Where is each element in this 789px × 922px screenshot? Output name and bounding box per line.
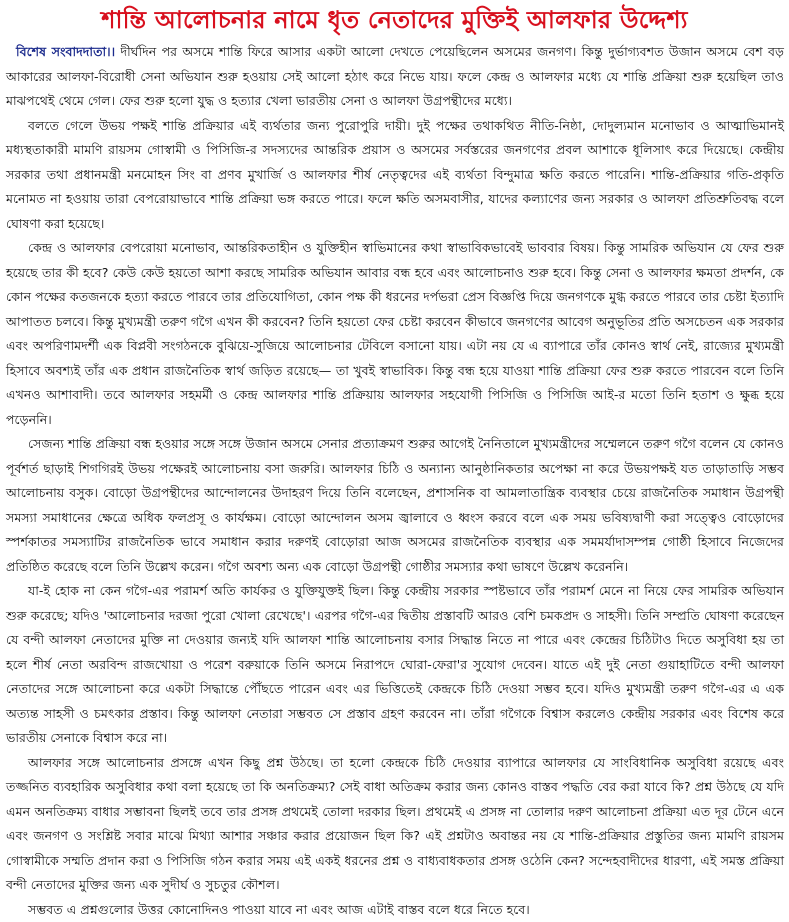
- paragraph-3: কেন্দ্র ও আলফার বেপরোয়া মনোভাব, আন্তরিকতাহীন ও যুক্তিহীন স্বাভিমানের কথা স্বাভাবিকভাবেই ভাববার বিষয়। কিন্তু সামরিক অভিযান যে ফের শুরু হয়েছে তার কী হবে? কেউ কেউ হয়তো আশা করছে সামরিক অভিযান আবার বন্ধ হবে এবং আলোচনাও শুরু হবে। কিন্তু সেনা ও আলফার ক্ষমতা প্রদর্শন, কে কোন পক্ষের কতজনকে হত্যা করতে পারবে তার প্রতিযোগিতা, কোন পক্ষ কী ধরনের দর্পভরা প্রেস বিজ্ঞপ্তি দিয়ে জনগণকে মুগ্ধ করতে পারবে তার চেষ্টা ইত্যাদি আপাতত চলবে। কিন্তু মুখ্যমন্ত্রী তরুণ গগৈ এখন কী করবেন? তিনি হয়তো ফের চেষ্টা করবেন কীভাবে জনগণের আবেগ অনুভূতির প্রতি অসচেতন এক সরকার এবং অপরিণামদর্শী এক বিপ্লবী সংগঠনকে বুঝিয়ে-সুজিয়ে আলোচনার টেবিলে বসানো যায়। এটা নয় যে এ ব্যাপারে তাঁর কোনও স্বার্থ নেই, রাজ্যের মুখ্যমন্ত্রী হিসাবে অবশ্যই তাঁর এক প্রধান রাজনৈতিক স্বার্থ জড়িত রয়েছে— তা খুবই স্বাভাবিক। কিন্তু বন্ধ হয়ে যাওয়া শান্তি প্রক্রিয়া ফের শুরু করতে পারবেন বলে তিনি এখনও আশাবাদী। তবে আলফার সহমর্মী ও কেন্দ্র আলফার শান্তি প্রক্রিয়ায় আলফার সহযোগী পিসিজি ও পিসিজি আই-র মতো তিনি হতাশ ও ক্ষুব্ধ হয়ে পড়েননি।: [6, 236, 784, 432]
- paragraph-6: আলফার সঙ্গে আলোচনার প্রসঙ্গে এখন কিছু প্রশ্ন উঠছে। তা হলো কেন্দ্রকে চিঠি দেওয়ার ব্যাপারে আলফার যে সাংবিধানিক অসুবিধা রয়েছে এবং তজ্জনিত ব্যবহারিক অসুবিধার কথা বলা হয়েছে তা কি অনতিক্রম্য? সেই বাধা অতিক্রম করার জন্য কোনও বাস্তব পদ্ধতি বের করা যাবে কি? প্রশ্ন উঠছে যে যদি এমন অনতিক্রম্য বাধার সম্ভাবনা ছিলই তবে তার প্রসঙ্গ প্রথমেই তোলা দরকার ছিল। প্রথমেই এ প্রসঙ্গ না তোলার দরুণ আলোচনা প্রক্রিয়া এত দূর টেনে এনে এবং জনগণ ও সংশ্লিষ্ট সবার মাঝে মিথ্যা আশার সঞ্চার করার প্রয়োজন ছিল কি? এই প্রশ্নটাও অবান্তর নয় যে শান্তি-প্রক্রিয়ার প্রস্তুতির জন্য মামণি রায়সম গোস্বামীকে সম্মতি প্রদান করা ও পিসিজি গঠন করার সময় এই একই ধরনের প্রশ্ন ও বাধ্যবাধকতার প্রসঙ্গ ওঠেনি কেন? সন্দেহবাদীদের ধারণা, এই সমস্ত প্রক্রিয়া বন্দী নেতাদের মুক্তির জন্য এক সুদীর্ঘ ও সুচতুর কৌশল।: [6, 751, 784, 898]
- paragraph-4: সেজন্য শান্তি প্রক্রিয়া বন্ধ হওয়ার সঙ্গে সঙ্গে উজান অসমে সেনার প্রত্যাক্রমণ শুরুর আগেই নৈনিতালে মুখ্যমন্ত্রীদের সম্মেলনে তরুণ গগৈ বলেন যে কোনও পূর্বশর্ত ছাড়াই শিগগিরই উভয় পক্ষেরই আলোচনায় বসা জরুরি। আলফার চিঠি ও অন্যান্য আনুষ্ঠানিকতার অপেক্ষা না করে উভয়পক্ষই যত তাড়াতাড়ি সম্ভব আলোচনায় বসুক। বোড়ো উগ্রপন্থীদের আন্দোলনের উদাহরণ দিয়ে তিনি বলেছেন, প্রশাসনিক বা আমলাতান্ত্রিক ব্যবস্থার চেয়ে রাজনৈতিক সমাধান উগ্রপন্থী সমস্যা সমাধানের ক্ষেত্রে অধিক ফলপ্রসূ ও কার্যক্ষম। বোড়ো আন্দোলন অসম জ্বালাবে ও ধ্বংস করবে বলে এক সময় ভবিষ্যদ্বাণী করা সত্ত্বেও বোড়োদের স্পর্শকাতর সমস্যাটির রাজনৈতিক ভাবে সমাধান করার দরুণই বোড়োরা আজ অসমের রাজনৈতিক ব্যবস্থার এক সমমর্যাদাসম্পন্ন গোষ্ঠী হিসাবে নিজেদের প্রতিষ্ঠিত করেছে বলে তিনি উল্লেখ করেন। গগৈ অবশ্য অন্য এক বোড়ো উগ্রপন্থী গোষ্ঠীর সমস্যার কথা ভাষণে উল্লেখ করেননি।: [6, 432, 784, 579]
- article-body: [6, 40, 784, 876]
- paragraph-1-text: দীর্ঘদিন পর অসমে শান্তি ফিরে আসার একটা আলো দেখতে পেয়েছিলেন অসমের জনগণ। কিন্তু দুর্ভাগ্যবশত উজান অসমে বেশ বড় আকারের আলফা-বিরোধী সেনা অভিযান শুরু হওয়ায় সেই আলো হঠাৎ করে নিভে যায়। ফলে কেন্দ্র ও আলফার মধ্যে যে শান্তি প্রক্রিয়া শুরু হয়েছিল তাও মাঝপথেই থেমে গেল। ফের শুরু হলো যুদ্ধ ও হত্যার খেলা ভারতীয় সেনা ও আলফা উগ্রপন্থীদের মধ্যে।: [6, 44, 784, 108]
- headline: শান্তি আলোচনার নামে ধৃত নেতাদের মুক্তিই আলফার উদ্দেশ্য: [0, 2, 789, 38]
- byline: বিশেষ সংবাদদাতা।।: [16, 44, 115, 59]
- paragraph-1: [6, 40, 784, 114]
- paragraph-2: বলতে গেলে উভয় পক্ষই শান্তি প্রক্রিয়ার এই ব্যর্থতার জন্য পুরোপুরি দায়ী। দুই পক্ষের তথাকথিত নীতি-নিষ্ঠা, দোদুল্যমান মনোভাব ও আত্মাভিমানই মধ্যস্থতাকারী মামণি রায়সম গোস্বামী ও পিসিজি-র সদস্যদের আন্তরিক প্রয়াস ও অসমের সর্বস্তরের জনগণের প্রবল আশাকে ধূলিসাৎ করে দিয়েছে। কেন্দ্রীয় সরকার তথা প্রধানমন্ত্রী মনমোহন সিং বা প্রণব মুখার্জি ও আলফার শীর্ষ নেতৃত্বদের এই ব্যর্থতা বিন্দুমাত্র ক্ষতি করতে পারেনি। শান্তি-প্রক্রিয়ার গতি-প্রকৃতি মনোমত না হওয়ায় তারা বেপরোয়াভাবে শান্তি প্রক্রিয়া ভঙ্গ করতে পারে। ফলে ক্ষতি অসমবাসীর, যাদের কল্যাণের জন্য সরকার ও আলফা প্রতিশ্রুতিবদ্ধ বলে ঘোষণা করা হয়েছে।: [6, 114, 784, 237]
- paragraph-7: সম্ভবত এ প্রশ্নগুলোর উত্তর কোনোদিনও পাওয়া যাবে না এবং আজ এটাই বাস্তব বলে ধরে নিতে হবে।: [6, 898, 784, 922]
- paragraph-5: যা-ই হোক না কেন গগৈ-এর পরামর্শ অতি কার্যকর ও যুক্তিযুক্তই ছিল। কিন্তু কেন্দ্রীয় সরকার স্পষ্টভাবে তাঁর পরামর্শ মেনে না নিয়ে ফের সামরিক অভিযান শুরু করেছে; যদিও 'আলোচনার দরজা পুরো খোলা রেখেছে'। এরপর গগৈ-এর দ্বিতীয় প্রস্তাবটি আরও বেশি চমকপ্রদ ও সাহসী। তিনি সম্প্রতি ঘোষণা করেছেন যে বন্দী আলফা নেতাদের মুক্তি না দেওয়ার জন্যই যদি আলফা শান্তি আলোচনায় বসার সিদ্ধান্ত নিতে না পারে এবং কেন্দ্রের চিঠিটাও দিতে অসুবিধা হয় তা হলে শীর্ষ নেতা অরবিন্দ রাজখোয়া ও পরেশ বরুয়াকে তিনি অসমে নিরাপদে ঘোরা-ফেরা'র সুযোগ দেবেন। যাতে এই দুই নেতা গুয়াহাটিতে বন্দী আলফা নেতাদের সঙ্গে আলোচনা করে একটা সিদ্ধান্তে পৌঁছতে পারেন এবং এর ভিত্তিতেই কেন্দ্রকে চিঠি দেওয়া সম্ভব হবে। যদিও মুখ্যমন্ত্রী তরুণ গগৈ-এর এ এক অত্যন্ত সাহসী ও চমৎকার প্রস্তাব। কিন্তু আলফা নেতারা সম্ভবত সে প্রস্তাব গ্রহণ করবেন না। তাঁরা গগৈকে বিশ্বাস করলেও কেন্দ্রীয় সরকার এবং বিশেষ করে ভারতীয় সেনাকে বিশ্বাস করে না।: [6, 579, 784, 751]
